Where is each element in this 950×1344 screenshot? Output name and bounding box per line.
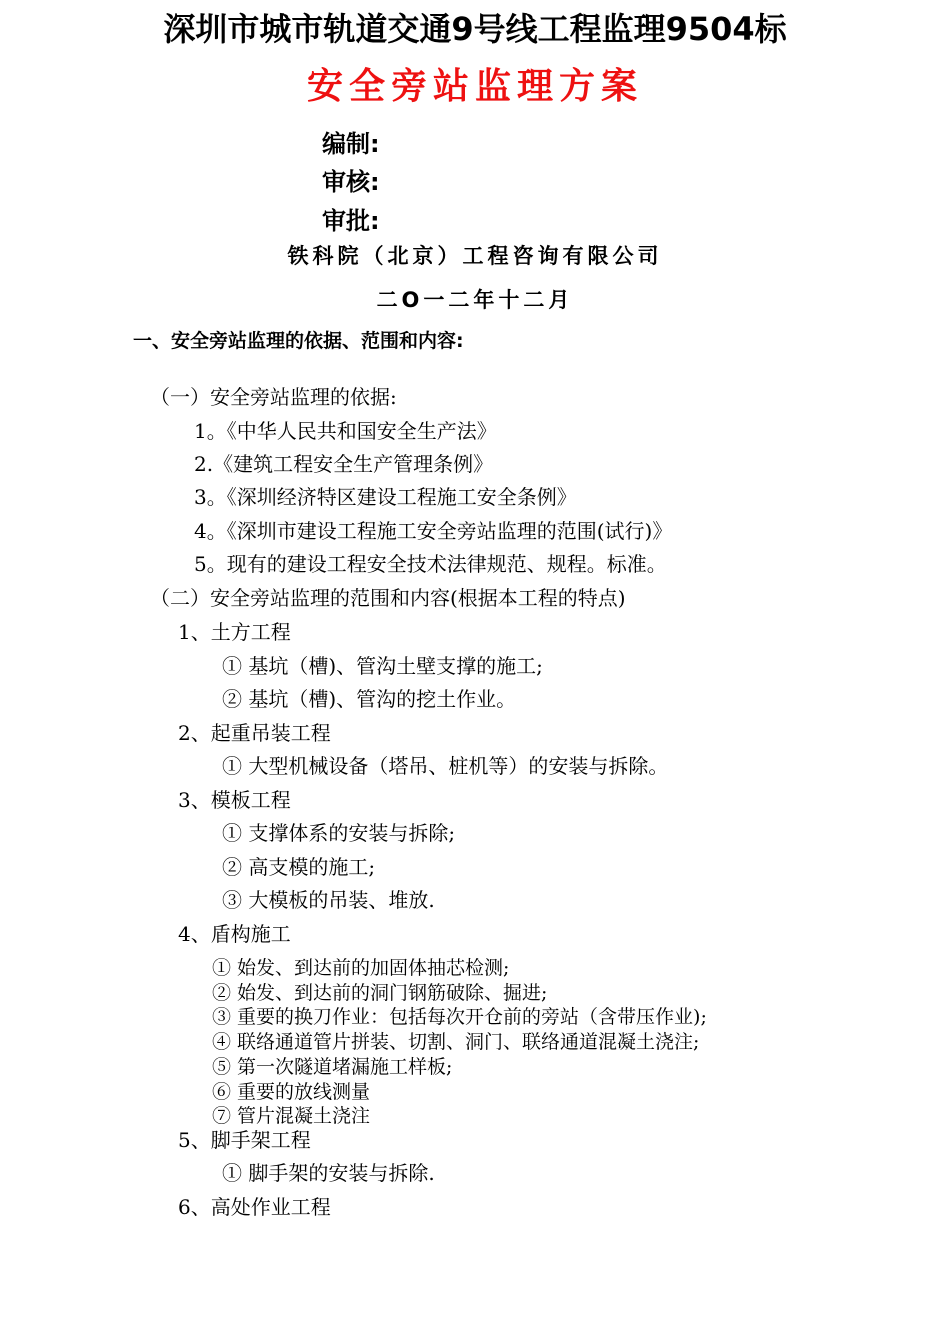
- basis-item: 4。《深圳市建设工程施工安全旁站监理的范围(试行)》: [194, 519, 673, 543]
- approve-label: 审批:: [322, 207, 380, 235]
- basis-item: 1。《中华人民共和国安全生产法》: [194, 419, 497, 443]
- company-name: 铁科院（北京）工程咨询有限公司: [287, 244, 663, 268]
- basis-item: 2.《建筑工程安全生产管理条例》: [194, 452, 494, 476]
- shield-item: ⑤ 第一次隧道堵漏施工样板;: [212, 1056, 453, 1078]
- review-label: 审核:: [322, 168, 380, 196]
- basis-item: 3。《深圳经济特区建设工程施工安全条例》: [194, 485, 577, 509]
- earthwork-heading: 1、土方工程: [178, 620, 291, 644]
- shield-item: ② 始发、到达前的洞门钢筋破除、掘进;: [212, 982, 548, 1004]
- lifting-heading: 2、起重吊装工程: [178, 721, 331, 745]
- lifting-item: ① 大型机械设备（塔吊、桩机等）的安装与拆除。: [222, 754, 669, 778]
- part1-heading: （一）安全旁站监理的依据:: [150, 385, 397, 409]
- shield-item: ① 始发、到达前的加固体抽芯检测;: [212, 957, 510, 979]
- shield-item: ⑦ 管片混凝土浇注: [212, 1105, 371, 1127]
- document-date: 二O一二年十二月: [376, 288, 574, 312]
- formwork-item: ① 支撑体系的安装与拆除;: [222, 821, 456, 845]
- document-title: 深圳市城市轨道交通9号线工程监理9504标: [163, 10, 787, 48]
- shield-heading: 4、盾构施工: [178, 922, 291, 946]
- earthwork-item: ① 基坑（槽)、管沟土壁支撑的施工;: [222, 654, 543, 678]
- section-heading: 一、安全旁站监理的依据、范围和内容:: [133, 330, 464, 352]
- height-work-heading: 6、高处作业工程: [178, 1195, 331, 1219]
- document-subtitle: 安全旁站监理方案: [306, 66, 643, 107]
- compile-label: 编制:: [322, 130, 380, 158]
- scaffold-item: ① 脚手架的安装与拆除.: [222, 1161, 435, 1185]
- earthwork-item: ② 基坑（槽)、管沟的挖土作业。: [222, 687, 517, 711]
- formwork-item: ② 高支模的施工;: [222, 855, 376, 879]
- formwork-heading: 3、模板工程: [178, 788, 291, 812]
- basis-item: 5。现有的建设工程安全技术法律规范、规程。标准。: [194, 552, 667, 576]
- formwork-item: ③ 大模板的吊装、堆放.: [222, 888, 435, 912]
- shield-item: ④ 联络通道管片拼装、切割、洞门、联络通道混凝土浇注;: [212, 1031, 700, 1053]
- shield-item: ⑥ 重要的放线测量: [212, 1081, 371, 1103]
- shield-item: ③ 重要的换刀作业：包括每次开仓前的旁站（含带压作业);: [212, 1006, 707, 1028]
- part2-heading: （二）安全旁站监理的范围和内容(根据本工程的特点): [150, 586, 626, 610]
- scaffold-heading: 5、脚手架工程: [178, 1128, 311, 1152]
